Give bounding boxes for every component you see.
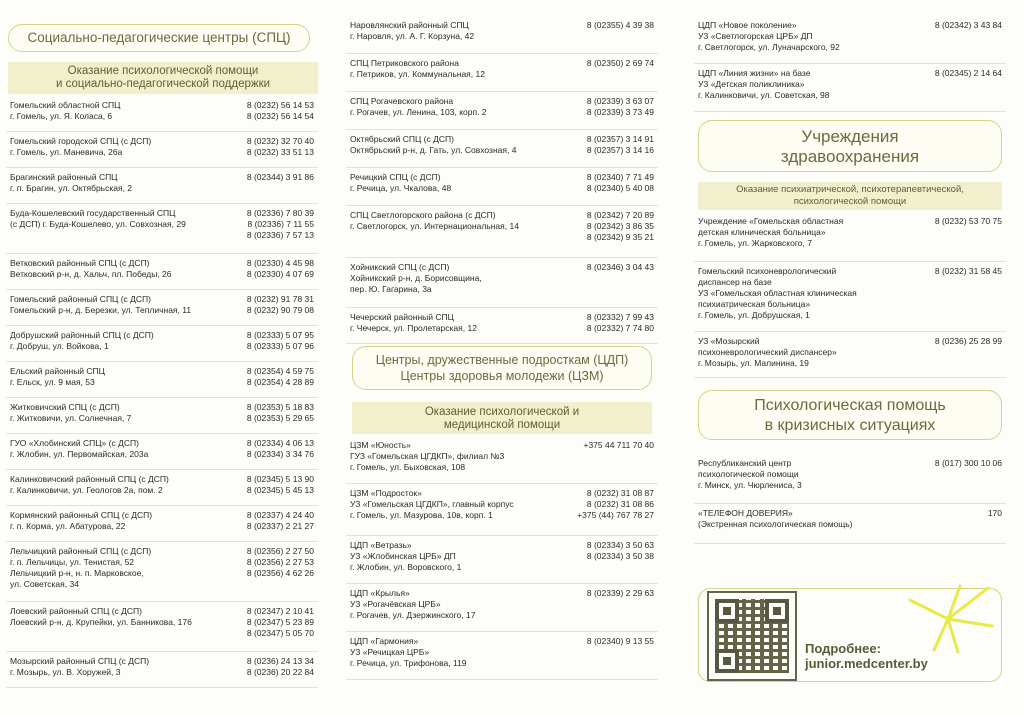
phone-number[interactable]: 8 (02342) 7 20 89 bbox=[586, 210, 654, 220]
phone-number[interactable]: 8 (02333) 5 07 96 bbox=[246, 341, 314, 351]
list-item bbox=[6, 602, 318, 652]
phone-number[interactable]: 8 (02344) 3 91 86 bbox=[246, 172, 314, 182]
entry-address bbox=[350, 440, 565, 473]
entry-address bbox=[350, 540, 565, 573]
cdp-band-line-1: Оказание психологической и bbox=[424, 406, 580, 418]
list-item bbox=[6, 398, 318, 434]
spc-band-line-1: Оказание психологической помощи bbox=[67, 65, 259, 77]
entry-address bbox=[350, 20, 565, 42]
entry-phones bbox=[935, 458, 1002, 469]
phone-number[interactable]: 8 (02336) 7 57 13 bbox=[246, 230, 314, 240]
entry-address bbox=[350, 134, 565, 156]
entry-address bbox=[10, 258, 225, 280]
entry-name: УЗ «Мозырский bbox=[698, 336, 760, 346]
entry-name: Ельский районный СПЦ bbox=[10, 366, 105, 376]
entry-phones bbox=[587, 262, 654, 273]
entry-line: Лельчицкий р-н, н. п. Марковское, bbox=[10, 568, 144, 578]
list-item bbox=[694, 262, 1006, 332]
entry-name: Ветковский районный СПЦ (с ДСП) bbox=[10, 258, 150, 268]
entry-address bbox=[10, 330, 225, 352]
entry-address bbox=[10, 172, 225, 194]
entry-line: Хойникский р-н, д. Борисовщина, bbox=[350, 273, 482, 283]
phone-number[interactable]: 8 (02353) 5 29 65 bbox=[246, 413, 314, 423]
list-item bbox=[6, 470, 318, 506]
entry-line: ГУЗ «Гомельская ЦГДКП», филиал №3 bbox=[350, 451, 505, 461]
phone-number[interactable]: 8 (0232) 31 58 45 bbox=[934, 266, 1002, 276]
entry-line: психиатрическая больница» bbox=[698, 299, 811, 309]
entry-phones bbox=[587, 20, 654, 31]
list-item bbox=[6, 254, 318, 290]
list-item bbox=[6, 434, 318, 470]
entry-address bbox=[350, 210, 565, 232]
entry-address bbox=[698, 216, 913, 249]
phone-number[interactable]: 8 (02339) 2 29 63 bbox=[586, 588, 654, 598]
entry-line: г. Речица, ул. Чкалова, 48 bbox=[350, 183, 452, 193]
cdp-title-line-1: Центры, дружественные подросткам (ЦДП) bbox=[375, 353, 629, 367]
entry-name: Брагинский районный СПЦ bbox=[10, 172, 118, 182]
list-item bbox=[346, 308, 658, 344]
entry-phones bbox=[935, 336, 1002, 347]
entry-address bbox=[350, 172, 565, 194]
column-1 bbox=[6, 0, 318, 715]
entry-address bbox=[698, 20, 913, 53]
list-item bbox=[6, 132, 318, 168]
entry-phones bbox=[988, 508, 1002, 519]
health-band-line-2: психологической помощи bbox=[793, 196, 907, 207]
phone-number[interactable]: 8 (017) 300 10 06 bbox=[934, 458, 1002, 468]
health-band bbox=[698, 182, 1002, 210]
entry-phones bbox=[583, 440, 654, 451]
entry-name: Гомельский районный СПЦ (с ДСП) bbox=[10, 294, 151, 304]
entry-name: ЦЗМ «Подросток» bbox=[350, 488, 422, 498]
phone-number[interactable]: 8 (02334) 3 34 76 bbox=[246, 449, 314, 459]
entry-phones bbox=[587, 588, 654, 599]
entry-name: СПЦ Петриковского района bbox=[350, 58, 459, 68]
phone-number[interactable]: 170 bbox=[987, 508, 1002, 518]
list-item bbox=[346, 584, 658, 632]
entry-phones bbox=[247, 656, 314, 678]
phone-number[interactable]: 8 (02345) 2 14 64 bbox=[934, 68, 1002, 78]
entry-address bbox=[350, 96, 565, 118]
cdp-band bbox=[352, 402, 652, 434]
spc-band-line-2: и социально-педагогической поддержки bbox=[55, 78, 271, 90]
list-item bbox=[346, 16, 658, 54]
phone-number[interactable]: +375 44 711 70 40 bbox=[583, 440, 654, 450]
entry-address bbox=[10, 656, 225, 678]
entry-name: ЦЗМ «Юность» bbox=[350, 440, 411, 450]
phone-number[interactable]: 8 (02332) 7 74 80 bbox=[586, 323, 654, 333]
entry-phones bbox=[247, 474, 314, 496]
health-band-line-1: Оказание психиатрической, психотерапевтической, bbox=[736, 184, 964, 195]
entry-name: Республиканский центр bbox=[698, 458, 792, 468]
phone-number[interactable]: 8 (02340) 9 13 55 bbox=[586, 636, 654, 646]
phone-number[interactable]: 8 (0232) 90 79 08 bbox=[246, 305, 314, 315]
list-item bbox=[6, 290, 318, 326]
list-item bbox=[346, 206, 658, 258]
entry-phones bbox=[587, 636, 654, 647]
entry-line: г. Минск, ул. Чюрлениса, 3 bbox=[698, 480, 802, 490]
phone-number[interactable]: 8 (02347) 2 10 41 bbox=[246, 606, 314, 616]
phone-number[interactable]: 8 (0232) 33 51 13 bbox=[246, 147, 314, 157]
entry-line: Гомельский р-н, д. Березки, ул. Тепличная, 11 bbox=[10, 305, 192, 315]
entry-phones bbox=[577, 488, 654, 521]
entry-address bbox=[698, 336, 913, 369]
entry-phones bbox=[247, 510, 314, 532]
entry-line: психологической помощи bbox=[698, 469, 799, 479]
phone-number[interactable]: 8 (02356) 2 27 53 bbox=[246, 557, 314, 567]
entry-phones bbox=[247, 294, 314, 316]
entry-phones bbox=[247, 438, 314, 460]
column-3 bbox=[694, 0, 1006, 715]
list-item bbox=[346, 130, 658, 168]
list-item bbox=[6, 542, 318, 602]
entry-line: пер. Ю. Гагарина, 3а bbox=[350, 284, 432, 294]
entry-line: г. Ельск, ул. 9 мая, 53 bbox=[10, 377, 95, 387]
entry-phones bbox=[935, 216, 1002, 227]
entry-address bbox=[10, 136, 225, 158]
entry-phones bbox=[587, 58, 654, 69]
phone-number[interactable]: 8 (02337) 2 21 27 bbox=[246, 521, 314, 531]
list-item bbox=[346, 436, 658, 484]
list-item bbox=[346, 632, 658, 680]
list-item bbox=[346, 536, 658, 584]
entry-name: СПЦ Рогачевского района bbox=[350, 96, 454, 106]
phone-number[interactable]: +375 (44) 767 78 27 bbox=[577, 510, 654, 520]
entry-name: Речицкий СПЦ (с ДСП) bbox=[350, 172, 441, 182]
entry-name: Гомельский областной СПЦ bbox=[10, 100, 121, 110]
phone-number[interactable]: 8 (02332) 7 99 43 bbox=[586, 312, 654, 322]
entry-line: г. п. Брагин, ул. Октябрьская, 2 bbox=[10, 183, 133, 193]
phone-number[interactable]: 8 (0232) 32 70 40 bbox=[246, 136, 314, 146]
entry-line: г. Добруш, ул. Войкова, 1 bbox=[10, 341, 109, 351]
phone-number[interactable]: 8 (0236) 25 28 99 bbox=[934, 336, 1002, 346]
phone-number[interactable]: 8 (02355) 4 39 38 bbox=[586, 20, 654, 30]
phone-number[interactable]: 8 (02340) 7 71 49 bbox=[586, 172, 654, 182]
entry-address bbox=[10, 510, 225, 532]
entry-phones bbox=[247, 606, 314, 639]
phone-number[interactable]: 8 (0236) 24 13 34 bbox=[246, 656, 314, 666]
entry-line: г. Петриков, ул. Коммунальная, 12 bbox=[350, 69, 485, 79]
spc-section-title bbox=[8, 24, 310, 52]
entry-phones bbox=[587, 312, 654, 334]
entry-line: г. Светлогорск, ул. Интернациональная, 14 bbox=[350, 221, 519, 231]
entry-phones bbox=[587, 172, 654, 194]
star-burst-icon bbox=[900, 584, 996, 654]
phone-number[interactable]: 8 (02340) 5 40 08 bbox=[586, 183, 654, 193]
entry-line: Ветковский р-н, д. Хальч, пл. Победы, 26 bbox=[10, 269, 172, 279]
entry-address bbox=[698, 458, 913, 491]
phone-number[interactable]: 8 (02336) 7 80 39 bbox=[246, 208, 314, 218]
entry-name: ЦДП «Новое поколение» bbox=[698, 20, 797, 30]
list-item bbox=[6, 362, 318, 398]
column-2 bbox=[346, 0, 658, 715]
entry-line: Октябрьский р-н, д. Гать, ул. Совхозная, 4 bbox=[350, 145, 517, 155]
entry-address bbox=[10, 402, 225, 424]
entry-address bbox=[10, 366, 225, 388]
entry-name: Наровлянский районный СПЦ bbox=[350, 20, 469, 30]
health-title-line-1: Учреждения bbox=[801, 127, 899, 146]
phone-number[interactable]: 8 (02334) 3 50 63 bbox=[586, 540, 654, 550]
crisis-section-title bbox=[698, 390, 1002, 440]
phone-number[interactable]: 8 (02354) 4 59 75 bbox=[246, 366, 314, 376]
list-item bbox=[694, 16, 1006, 64]
entry-name: Гомельский психоневрологический bbox=[698, 266, 837, 276]
entry-address bbox=[698, 68, 913, 101]
phone-number[interactable]: 8 (02337) 4 24 40 bbox=[246, 510, 314, 520]
entry-name: Житковичский СПЦ (с ДСП) bbox=[10, 402, 120, 412]
entry-line: г. Гомель, ул. Быховская, 108 bbox=[350, 462, 466, 472]
entry-address bbox=[10, 474, 225, 496]
list-item bbox=[6, 326, 318, 362]
entry-line: УЗ «Гомельская областная клиническая bbox=[698, 288, 857, 298]
entry-line: (с ДСП) г. Буда-Кошелево, ул. Совхозная, 29 bbox=[10, 219, 186, 229]
entry-phones bbox=[247, 366, 314, 388]
entry-name: Чечерский районный СПЦ bbox=[350, 312, 454, 322]
entry-line: г. Рогачев, ул. Ленина, 103, корп. 2 bbox=[350, 107, 487, 117]
phone-number[interactable]: 8 (02350) 2 69 74 bbox=[586, 58, 654, 68]
entry-name: Учреждение «Гомельская областная bbox=[698, 216, 844, 226]
entry-name: Гомельский городской СПЦ (с ДСП) bbox=[10, 136, 152, 146]
entry-phones bbox=[935, 266, 1002, 277]
entry-line: г. Гомель, ул. Добрушская, 1 bbox=[698, 310, 810, 320]
list-item bbox=[694, 504, 1006, 544]
list-item bbox=[694, 212, 1006, 262]
entry-name: Калинковичский районный СПЦ (с ДСП) bbox=[10, 474, 169, 484]
phone-number[interactable]: 8 (02333) 5 07 95 bbox=[246, 330, 314, 340]
entry-name: Лельчицкий районный СПЦ (с ДСП) bbox=[10, 546, 152, 556]
entry-line: г. Гомель, ул. Я. Коласа, 6 bbox=[10, 111, 113, 121]
entry-name: Октябрьский СПЦ (с ДСП) bbox=[350, 134, 454, 144]
list-item bbox=[346, 54, 658, 92]
phone-number[interactable]: 8 (0232) 31 08 87 bbox=[586, 488, 654, 498]
entry-address bbox=[10, 208, 225, 230]
entry-line: г. Калинковичи, ул. Советская, 98 bbox=[698, 90, 830, 100]
phone-number[interactable]: 8 (0232) 56 14 54 bbox=[246, 111, 314, 121]
entry-phones bbox=[935, 20, 1002, 31]
entry-name: Лоевский районный СПЦ (с ДСП) bbox=[10, 606, 142, 616]
list-item bbox=[6, 506, 318, 542]
entry-line: УЗ «Гомельская ЦГДКП», главный корпус bbox=[350, 499, 514, 509]
entry-address bbox=[698, 266, 913, 321]
entry-phones bbox=[247, 100, 314, 122]
phone-number[interactable]: 8 (02342) 9 35 21 bbox=[586, 232, 654, 242]
entry-line: (Экстренная психологическая помощь) bbox=[698, 519, 853, 529]
phone-number[interactable]: 8 (0232) 91 78 31 bbox=[246, 294, 314, 304]
entry-line: г. Жлобин, ул. Первомайская, 203а bbox=[10, 449, 149, 459]
entry-name: ГУО «Хлобинский СПЦ» (с ДСП) bbox=[10, 438, 139, 448]
entry-phones bbox=[247, 172, 314, 183]
entry-phones bbox=[247, 258, 314, 280]
list-item bbox=[346, 92, 658, 130]
entry-name: Кормянский районный СПЦ (с ДСП) bbox=[10, 510, 153, 520]
phone-number[interactable]: 8 (02339) 3 63 07 bbox=[586, 96, 654, 106]
entry-name: СПЦ Светлогорского района (с ДСП) bbox=[350, 210, 496, 220]
list-item bbox=[346, 484, 658, 536]
entry-line: г. Речица, ул. Трифонова, 119 bbox=[350, 658, 467, 668]
entry-phones bbox=[247, 208, 314, 241]
phone-number[interactable]: 8 (02347) 5 05 70 bbox=[246, 628, 314, 638]
entry-address bbox=[10, 100, 225, 122]
cdp-section-title bbox=[352, 346, 652, 390]
entry-name: Хойникский СПЦ (с ДСП) bbox=[350, 262, 450, 272]
phone-number[interactable]: 8 (02336) 7 11 55 bbox=[247, 219, 314, 229]
entry-line: УЗ «Речицкая ЦРБ» bbox=[350, 647, 430, 657]
entry-line: УЗ «Детская поликлиника» bbox=[698, 79, 805, 89]
phone-number[interactable]: 8 (02330) 4 07 69 bbox=[246, 269, 314, 279]
entry-line: детская клиническая больница» bbox=[698, 227, 826, 237]
cdp-title-line-2: Центры здоровья молодежи (ЦЗМ) bbox=[400, 369, 604, 383]
health-section-title bbox=[698, 120, 1002, 172]
list-item bbox=[6, 96, 318, 132]
entry-name: ЦДП «Ветразь» bbox=[350, 540, 412, 550]
more-label: Подробнее: bbox=[805, 641, 881, 656]
entry-name: ЦДП «Линия жизни» на базе bbox=[698, 68, 811, 78]
entry-phones bbox=[247, 136, 314, 158]
entry-line: г. п. Лельчицы, ул. Тенистая, 52 bbox=[10, 557, 135, 567]
phone-number[interactable]: 8 (02342) 3 43 84 bbox=[934, 20, 1002, 30]
entry-name: Буда-Кошелевский государственный СПЦ bbox=[10, 208, 176, 218]
entry-address bbox=[350, 636, 565, 669]
phone-number[interactable]: 8 (02334) 3 50 38 bbox=[586, 551, 654, 561]
phone-number[interactable]: 8 (02345) 5 45 13 bbox=[246, 485, 314, 495]
entry-line: УЗ «Светлогорская ЦРБ» ДП bbox=[698, 31, 813, 41]
phone-number[interactable]: 8 (02354) 4 28 89 bbox=[246, 377, 314, 387]
entry-line: Лоевский р-н, д. Крупейки, ул. Банникова, 176 bbox=[10, 617, 192, 627]
list-item bbox=[346, 258, 658, 308]
phone-number[interactable]: 8 (02357) 3 14 91 bbox=[586, 134, 654, 144]
entry-address bbox=[10, 546, 225, 590]
entry-address bbox=[350, 488, 565, 521]
phone-number[interactable]: 8 (0232) 53 70 75 bbox=[934, 216, 1002, 226]
entry-address bbox=[10, 294, 225, 316]
phone-number[interactable]: 8 (02339) 3 73 49 bbox=[586, 107, 654, 117]
entry-line: г. Светлогорск, ул. Луначарского, 92 bbox=[698, 42, 840, 52]
entry-line: УЗ «Жлобинская ЦРБ» ДП bbox=[350, 551, 456, 561]
entry-phones bbox=[247, 330, 314, 352]
crisis-title-line-1: Психологическая помощь bbox=[754, 397, 946, 414]
list-item bbox=[6, 652, 318, 688]
entry-line: г. Жлобин, ул. Воровского, 1 bbox=[350, 562, 462, 572]
entry-line: г. Гомель, ул. Жарковского, 7 bbox=[698, 238, 812, 248]
spc-band bbox=[8, 62, 318, 94]
entry-line: ул. Советская, 34 bbox=[10, 579, 79, 589]
list-item bbox=[346, 168, 658, 206]
entry-line: г. Мозырь, ул. В. Хоружей, 3 bbox=[10, 667, 121, 677]
entry-address bbox=[10, 606, 225, 628]
entry-line: УЗ «Рогачёвская ЦРБ» bbox=[350, 599, 441, 609]
phone-number[interactable]: 8 (02356) 2 27 50 bbox=[246, 546, 314, 556]
entry-line: г. Наровля, ул. А. Г. Корзуна, 42 bbox=[350, 31, 475, 41]
crisis-title-line-2: в кризисных ситуациях bbox=[764, 417, 936, 434]
entry-phones bbox=[587, 96, 654, 118]
phone-number[interactable]: 8 (02357) 3 14 16 bbox=[586, 145, 654, 155]
entry-phones bbox=[247, 546, 314, 579]
entry-phones bbox=[587, 134, 654, 156]
entry-line: психоневрологический диспансер» bbox=[698, 347, 837, 357]
entry-line: диспансер на базе bbox=[698, 277, 772, 287]
phone-number[interactable]: 8 (02346) 3 04 43 bbox=[586, 262, 654, 272]
phone-number[interactable]: 8 (0236) 20 22 84 bbox=[246, 667, 314, 677]
spc-section-title-text: Социально-педагогические центры (СПЦ) bbox=[27, 30, 291, 45]
phone-number[interactable]: 8 (02353) 5 18 83 bbox=[246, 402, 314, 412]
entry-address bbox=[350, 588, 565, 621]
phone-number[interactable]: 8 (02356) 4 62 26 bbox=[246, 568, 314, 578]
entry-line: г. Чечерск, ул. Пролетарская, 12 bbox=[350, 323, 477, 333]
entry-line: г. Гомель, ул. Мазурова, 10в, корп. 1 bbox=[350, 510, 493, 520]
entry-address bbox=[698, 508, 913, 530]
entry-address bbox=[10, 438, 225, 460]
list-item bbox=[694, 454, 1006, 504]
list-item bbox=[6, 204, 318, 254]
entry-address bbox=[350, 262, 565, 295]
phone-number[interactable]: 8 (02347) 5 23 89 bbox=[246, 617, 314, 627]
phone-number[interactable]: 8 (0232) 31 08 86 bbox=[586, 499, 654, 509]
cdp-band-line-2: медицинской помощи bbox=[443, 419, 561, 431]
entry-line: г. Рогачев, ул. Дзержинского, 17 bbox=[350, 610, 476, 620]
entry-name: Добрушский районный СПЦ (с ДСП) bbox=[10, 330, 154, 340]
entry-name: Мозырский районный СПЦ (с ДСП) bbox=[10, 656, 150, 666]
qr-code-icon[interactable] bbox=[709, 593, 795, 679]
entry-phones bbox=[587, 540, 654, 562]
list-item bbox=[694, 64, 1006, 112]
entry-line: г. Житковичи, ул. Солнечная, 7 bbox=[10, 413, 132, 423]
entry-line: г. Гомель, ул. Маневича, 26а bbox=[10, 147, 123, 157]
list-item bbox=[6, 168, 318, 204]
entry-phones bbox=[247, 402, 314, 424]
entry-phones bbox=[587, 210, 654, 243]
phone-number[interactable]: 8 (02330) 4 45 98 bbox=[246, 258, 314, 268]
entry-address bbox=[350, 312, 565, 334]
entry-name: ЦДП «Гармония» bbox=[350, 636, 419, 646]
entry-name: ЦДП «Крылья» bbox=[350, 588, 410, 598]
list-item bbox=[694, 332, 1006, 378]
phone-number[interactable]: 8 (0232) 56 14 53 bbox=[246, 100, 314, 110]
phone-number[interactable]: 8 (02342) 3 86 35 bbox=[586, 221, 654, 231]
phone-number[interactable]: 8 (02345) 5 13 90 bbox=[246, 474, 314, 484]
entry-line: г. Мозырь, ул. Малинина, 19 bbox=[698, 358, 809, 368]
entry-line: г. п. Корма, ул. Абатурова, 22 bbox=[10, 521, 126, 531]
entry-name: «ТЕЛЕФОН ДОВЕРИЯ» bbox=[698, 508, 793, 518]
entry-phones bbox=[935, 68, 1002, 79]
health-title-line-2: здравоохранения bbox=[780, 147, 920, 166]
entry-line: г. Калинковичи, ул. Геологов 2а, пом. 2 bbox=[10, 485, 163, 495]
more-url-link[interactable]: junior.medcenter.by bbox=[805, 656, 928, 671]
phone-number[interactable]: 8 (02334) 4 06 13 bbox=[246, 438, 314, 448]
entry-address bbox=[350, 58, 565, 80]
